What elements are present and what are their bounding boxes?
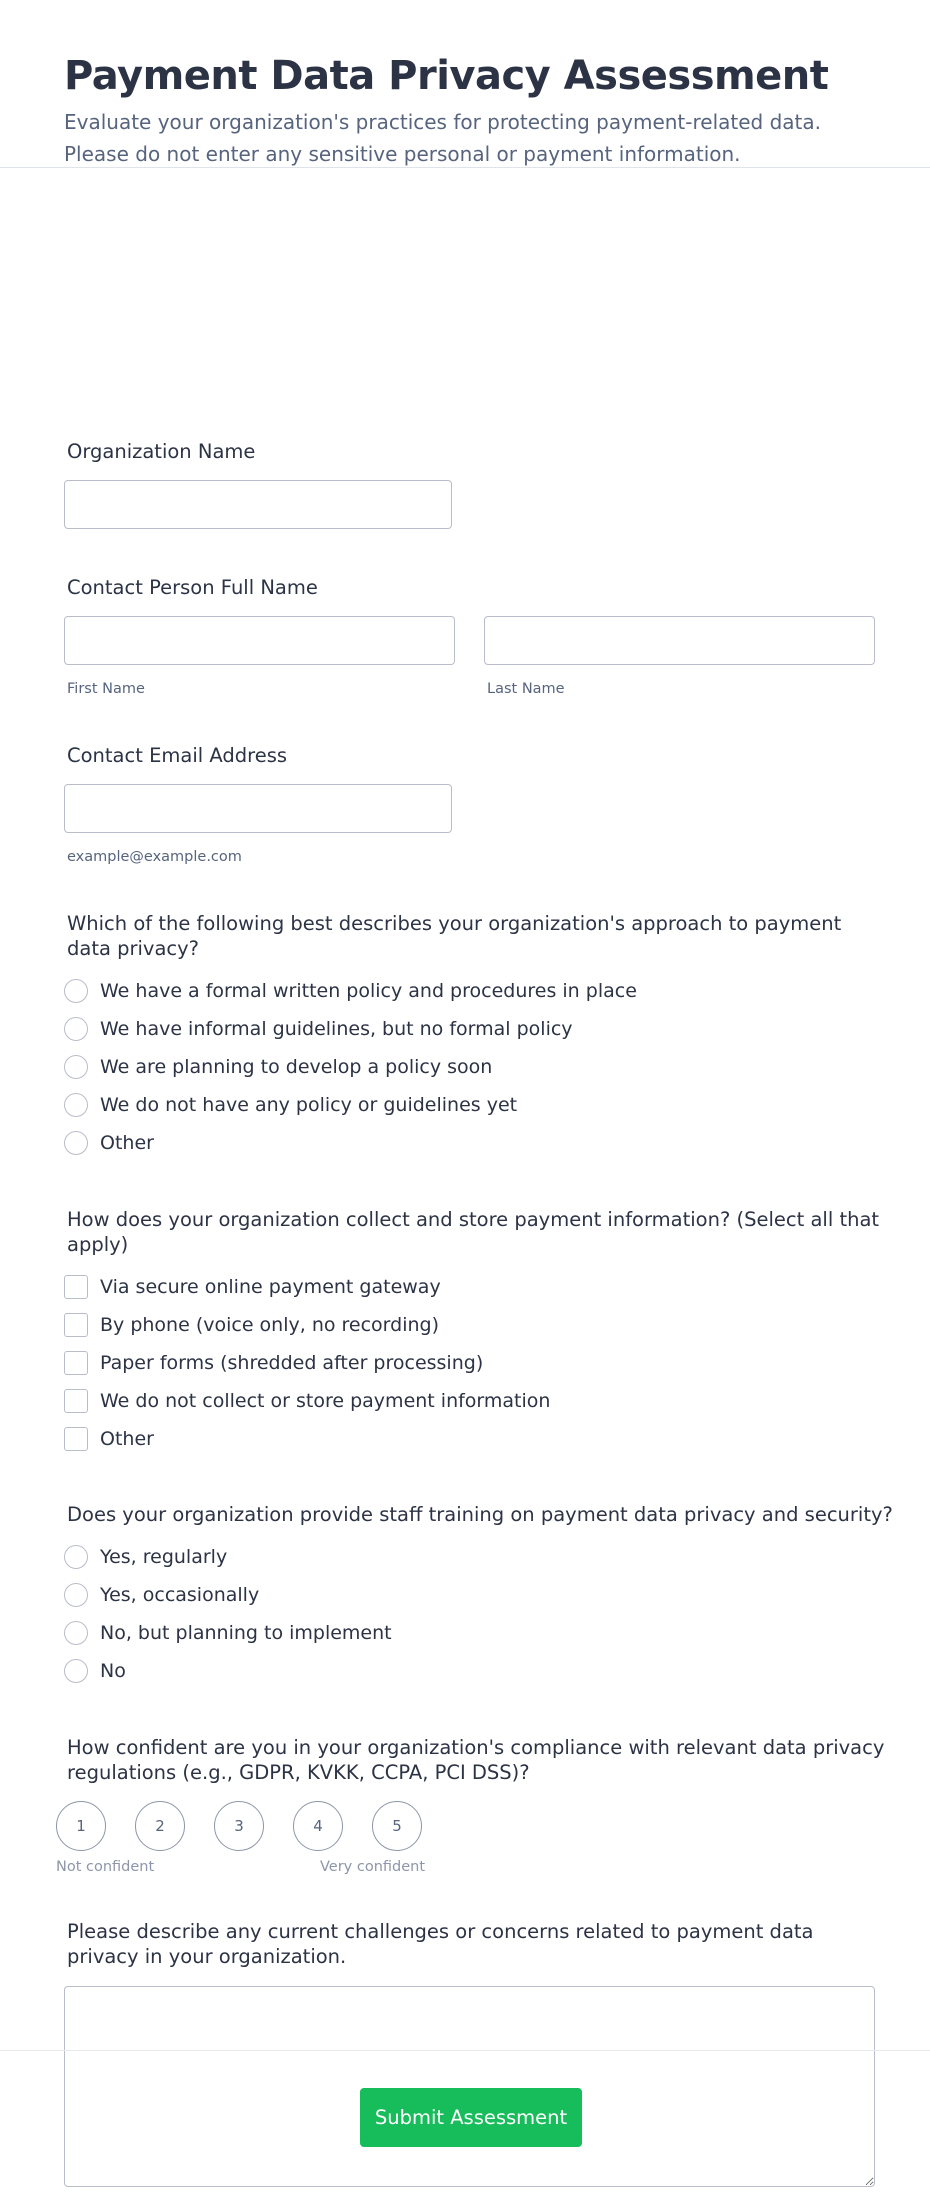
challenges-question: Please describe any current challenges or concerns related to payment data privacy in your organization.: [67, 1920, 814, 1968]
option-label: Yes, occasionally: [100, 1584, 260, 1606]
scale-option-5[interactable]: 5: [372, 1801, 422, 1851]
option-label: We have informal guidelines, but no formal policy: [100, 1018, 573, 1040]
confidence-question: How confident are you in your organization's compliance with relevant data privacy regulations (e.g., GDPR, KVKK, CCPA, PCI DSS)?: [67, 1736, 885, 1784]
collection-options: [64, 1268, 550, 1458]
option-label: Via secure online payment gateway: [100, 1276, 441, 1298]
first-name-sublabel: First Name: [67, 681, 145, 697]
collection-question: How does your organization collect and store payment information? (Select all that apply): [67, 1208, 880, 1256]
option-label: By phone (voice only, no recording): [100, 1314, 440, 1336]
scale-option-3[interactable]: 3: [214, 1801, 264, 1851]
radio-circle[interactable]: [64, 1545, 88, 1569]
first-name-input[interactable]: [64, 616, 455, 665]
option-label: No, but planning to implement: [100, 1622, 392, 1644]
training-option-regularly[interactable]: [64, 1538, 392, 1576]
checkbox-box[interactable]: [64, 1427, 88, 1451]
radio-circle[interactable]: [64, 1017, 88, 1041]
radio-circle[interactable]: [64, 1093, 88, 1117]
page-subtitle: Evaluate your organization's practices for protecting payment-related data. Please do not enter any sensitive personal or payment information.: [64, 110, 821, 166]
checkbox-box[interactable]: [64, 1275, 88, 1299]
last-name-input[interactable]: [484, 616, 875, 665]
form-header: [0, 0, 930, 168]
option-label: No: [100, 1660, 126, 1682]
approach-options: [64, 972, 637, 1162]
checkbox-box[interactable]: [64, 1389, 88, 1413]
challenges-textarea[interactable]: [64, 1986, 875, 2187]
org-name-input[interactable]: [64, 480, 452, 529]
collection-option-paper[interactable]: [64, 1344, 550, 1382]
collection-option-none[interactable]: [64, 1382, 550, 1420]
option-label: Other: [100, 1132, 154, 1154]
approach-option-formal-policy[interactable]: [64, 972, 637, 1010]
scale-high-caption: Very confident: [320, 1859, 426, 1875]
scale-option-1[interactable]: 1: [56, 1801, 106, 1851]
checkbox-box[interactable]: [64, 1313, 88, 1337]
submit-button[interactable]: Submit Assessment: [360, 2088, 582, 2147]
training-options: [64, 1538, 392, 1690]
footer-divider: [0, 2050, 930, 2051]
collection-option-phone[interactable]: [64, 1306, 550, 1344]
approach-option-informal-guidelines[interactable]: [64, 1010, 637, 1048]
approach-option-none[interactable]: [64, 1086, 637, 1124]
training-option-planning[interactable]: [64, 1614, 392, 1652]
option-label: We are planning to develop a policy soon: [100, 1056, 493, 1078]
scale-option-4[interactable]: 4: [293, 1801, 343, 1851]
last-name-sublabel: Last Name: [487, 681, 565, 697]
training-option-occasionally[interactable]: [64, 1576, 392, 1614]
radio-circle[interactable]: [64, 1659, 88, 1683]
radio-circle[interactable]: [64, 1621, 88, 1645]
scale-low-caption: Not confident: [56, 1859, 155, 1875]
scale-option-2[interactable]: 2: [135, 1801, 185, 1851]
approach-question: Which of the following best describes your organization's approach to payment data privacy?: [67, 912, 842, 960]
page-title: Payment Data Privacy Assessment: [64, 53, 829, 99]
radio-circle[interactable]: [64, 1131, 88, 1155]
option-label: We do not have any policy or guidelines yet: [100, 1094, 518, 1116]
email-label: Contact Email Address: [67, 744, 288, 767]
training-option-no[interactable]: [64, 1652, 392, 1690]
collection-option-other[interactable]: [64, 1420, 550, 1458]
option-label: Yes, regularly: [100, 1546, 228, 1568]
collection-option-online-gateway[interactable]: [64, 1268, 550, 1306]
email-input[interactable]: [64, 784, 452, 833]
contact-name-label: Contact Person Full Name: [67, 576, 318, 599]
approach-option-planning[interactable]: [64, 1048, 637, 1086]
org-name-label: Organization Name: [67, 440, 256, 463]
training-question: Does your organization provide staff training on payment data privacy and security?: [67, 1503, 893, 1526]
radio-circle[interactable]: [64, 979, 88, 1003]
option-label: We do not collect or store payment information: [100, 1390, 551, 1412]
checkbox-box[interactable]: [64, 1351, 88, 1375]
option-label: Other: [100, 1428, 154, 1450]
radio-circle[interactable]: [64, 1583, 88, 1607]
email-sublabel: example@example.com: [67, 849, 242, 865]
option-label: Paper forms (shredded after processing): [100, 1352, 484, 1374]
confidence-scale: [56, 1801, 451, 1851]
approach-option-other[interactable]: [64, 1124, 637, 1162]
radio-circle[interactable]: [64, 1055, 88, 1079]
option-label: We have a formal written policy and procedures in place: [100, 980, 637, 1002]
